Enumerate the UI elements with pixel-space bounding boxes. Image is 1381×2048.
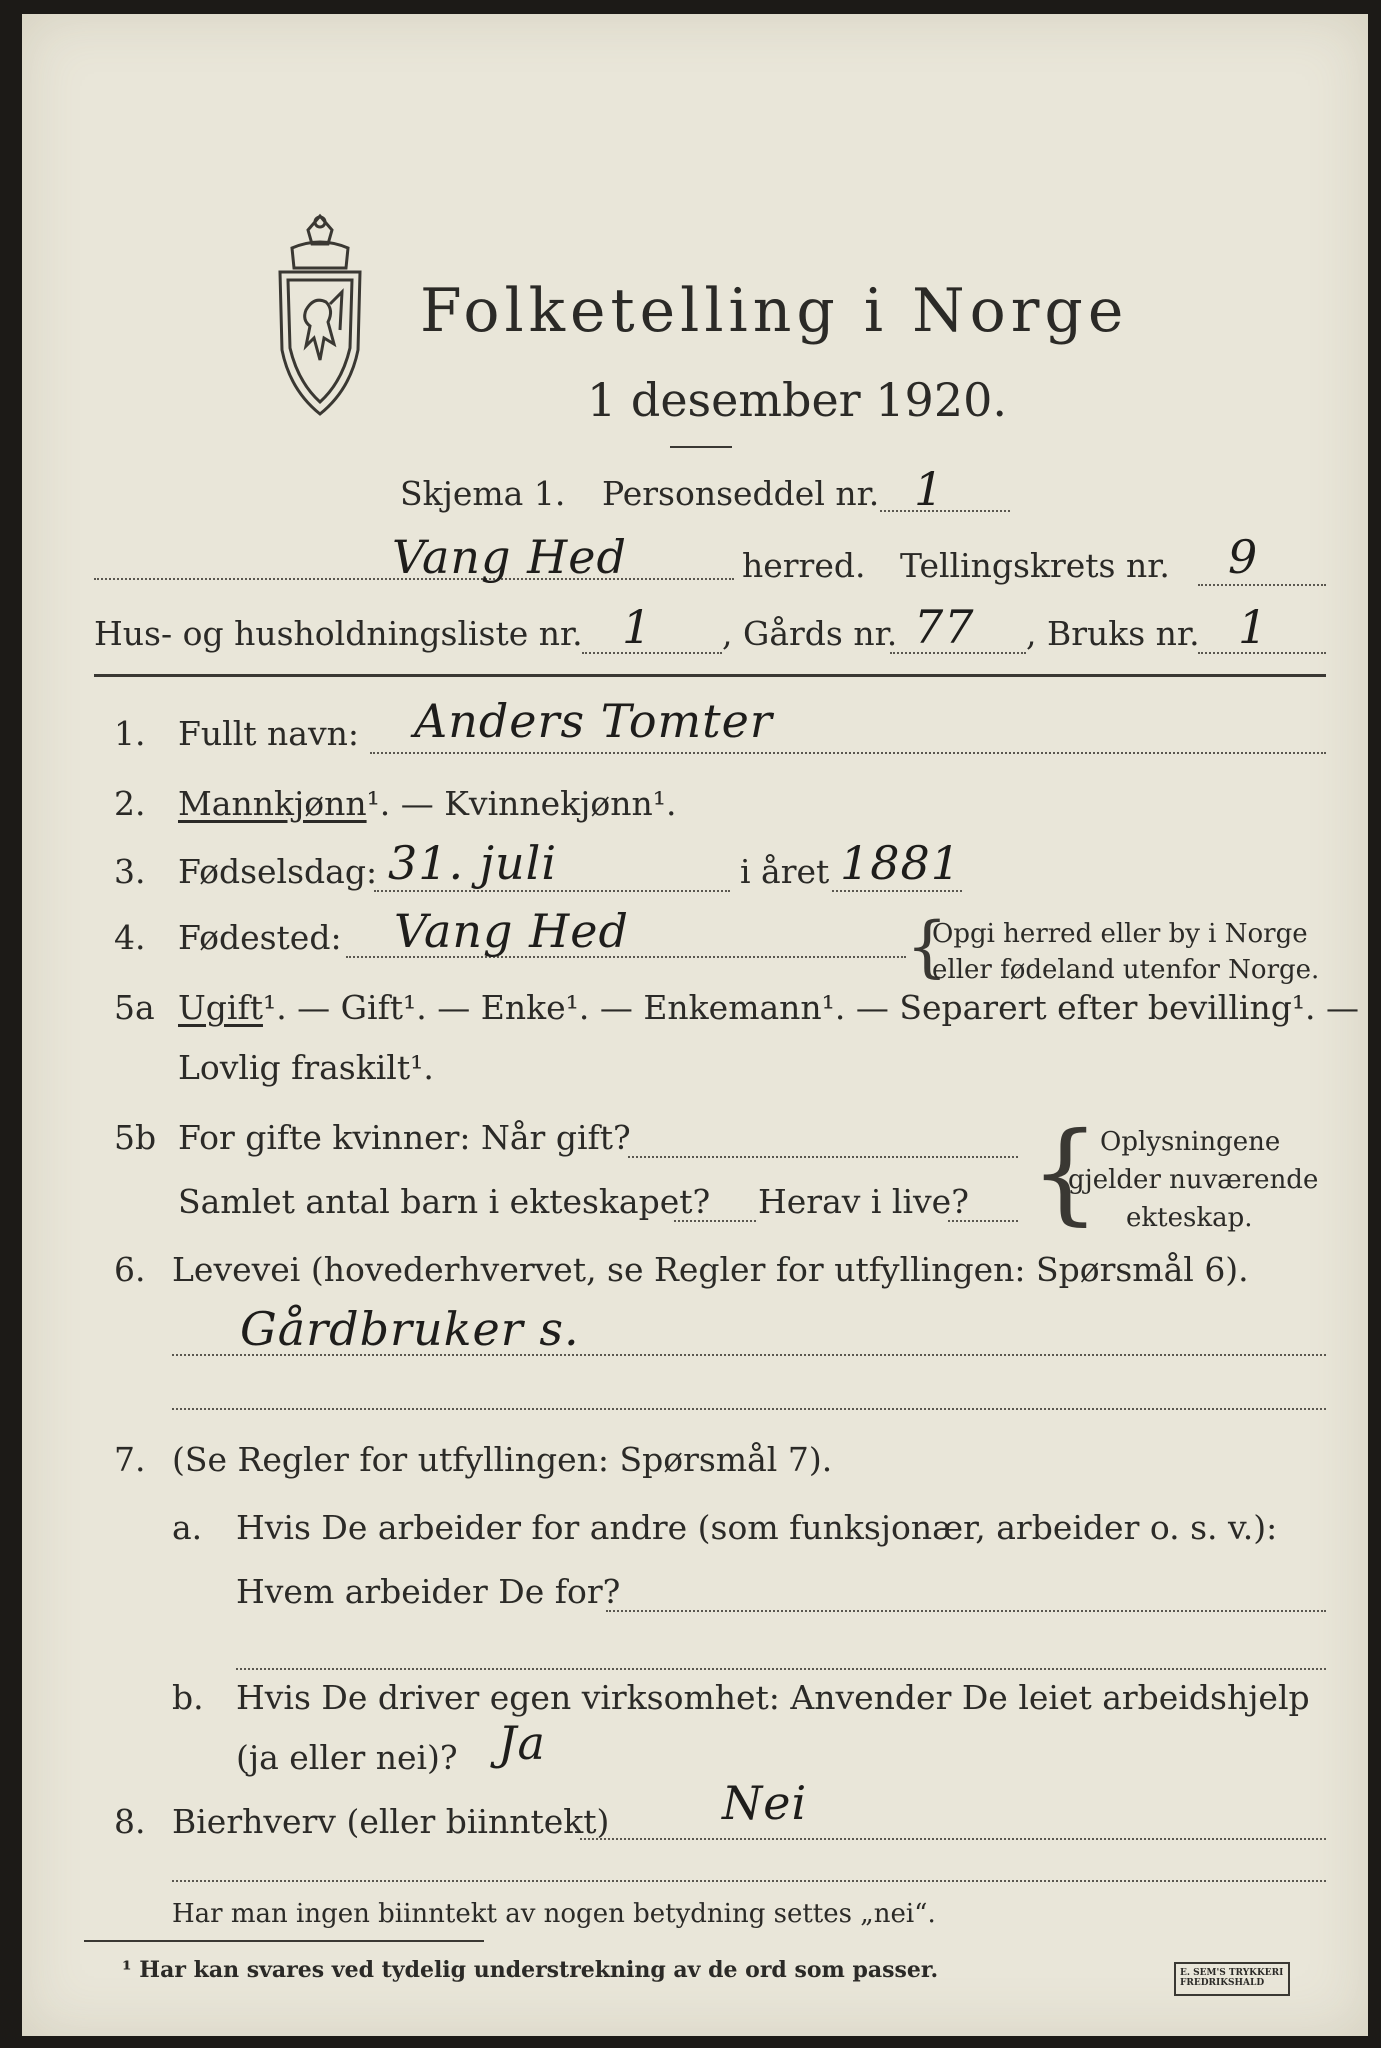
q5b-alive-line [948,1220,1018,1222]
birthday-line [374,890,730,892]
q7b-label: Hvis De driver egen virksomhet: Anvender De leiet arbeidshjelp [236,1678,1310,1717]
form-title: Folketelling i Norge [420,276,1129,346]
q7a-employer-line [606,1610,1326,1612]
q1-line [370,752,1326,754]
q7a-number: a. [172,1508,203,1547]
q6-number: 6. [114,1250,146,1289]
q3-number: 3. [114,852,146,891]
sex-separator: ¹. — [366,784,445,823]
q8-label: Bierhverv (eller biinntekt) [172,1802,610,1841]
hired-help-value: Ja [498,1716,546,1770]
sex-female-option: Kvinnekjønn¹. [444,784,677,823]
personseddel-value: 1 [914,462,945,516]
q5b-alive-label: Herav i live? [758,1182,969,1221]
birthday-value: 31. juli [388,836,558,890]
q5b-note-line1: Oplysningene [1100,1127,1281,1157]
year-label: i året [740,852,830,891]
occupation-value: Gårdbruker s. [240,1302,580,1356]
printer-stamp [1174,1962,1290,1996]
q5a-number: 5a [114,988,155,1027]
herred-label: herred. [742,546,866,585]
header-divider [94,674,1326,677]
footnote: ¹ Har kan svares ved tydelig understrekning av de ord som passer. [122,1957,939,1983]
q2-options [178,784,677,824]
birthplace-value: Vang Hed [394,904,629,958]
q7b-help-label: (ja eller nei)? [236,1738,458,1777]
q7a-employer-line2 [236,1668,1326,1670]
herred-value: Vang Hed [392,530,627,584]
hus-value: 1 [622,600,653,654]
q7a-label: Hvis De arbeider for andre (som funksjonær, arbeider o. s. v.): [236,1508,1278,1547]
q5b-children-label: Samlet antal barn i ekteskapet? [178,1182,711,1221]
q5b-when-married-label: For gifte kvinner: Når gift? [178,1118,631,1157]
q2-number: 2. [114,784,146,823]
q8-line [580,1838,1326,1840]
personseddel-label: Personseddel nr. [602,474,880,513]
census-date: 1 desember 1920. [587,373,1007,427]
bruks-label: , Bruks nr. [1026,614,1200,653]
sex-male-option: Mannkjønn [178,784,367,823]
title-divider [670,446,732,448]
side-income-value: Nei [722,1776,808,1830]
q7a-employer-label: Hvem arbeider De for? [236,1572,621,1611]
q6-line2 [172,1408,1326,1410]
gards-value: 77 [914,600,975,654]
q5b-children-line [674,1220,756,1222]
q3-label: Fødselsdag: [178,852,378,891]
q7-number: 7. [114,1440,146,1479]
q6-label: Levevei (hovederhvervet, se Regler for utfyllingen: Spørsmål 6). [172,1250,1249,1289]
year-line [832,890,962,892]
census-form-sheet [22,14,1368,2036]
marital-unmarried-option: Ugift [178,988,263,1027]
q1-number: 1. [114,714,146,753]
q4-brace: { [906,908,948,985]
q4-note-line1: Opgi herred eller by i Norge [932,919,1308,949]
q5b-when-married-line [628,1156,1018,1158]
tellingskrets-line [1198,584,1326,586]
q5a-line2: Lovlig fraskilt¹. [178,1048,434,1087]
birth-year-value: 1881 [840,836,962,890]
hus-label: Hus- og husholdningsliste nr. [94,614,583,653]
q6-line1 [172,1354,1326,1356]
q4-number: 4. [114,918,146,957]
q4-note-line2: eller fødeland utenfor Norge. [932,955,1320,985]
q5b-note-line3: ekteskap. [1126,1203,1253,1233]
printer-stamp-text: E. SEM'S TRYKKERI FREDRIKSHALD [1180,1968,1284,1988]
marital-other-options: ¹. — Gift¹. — Enke¹. — Enkemann¹. — Separert efter bevilling¹. — [262,988,1360,1027]
bruks-value: 1 [1238,600,1269,654]
tellingskrets-label: Tellingskrets nr. [900,546,1170,585]
q5b-number: 5b [114,1118,157,1157]
gards-label: , Gårds nr. [722,614,898,653]
footnote-divider [84,1940,484,1942]
tellingskrets-value: 9 [1228,530,1259,584]
q5a-options [178,988,1359,1028]
full-name-value: Anders Tomter [414,694,773,748]
q7-label: (Se Regler for utfyllingen: Spørsmål 7). [172,1440,833,1479]
q5b-note-line2: gjelder nuværende [1068,1165,1319,1195]
footer-note: Har man ingen biinntekt av nogen betydning settes „nei“. [172,1899,936,1929]
q7b-number: b. [172,1678,204,1717]
norway-coat-of-arms-icon [270,210,370,420]
personseddel-line [880,510,1010,512]
q5b-brace: { [1030,1108,1100,1236]
q8-number: 8. [114,1802,146,1841]
q4-label: Fødested: [178,918,342,957]
hus-line [582,652,722,654]
q8-line2 [172,1880,1326,1882]
q1-label: Fullt navn: [178,714,359,753]
skjema-label: Skjema 1. [400,474,566,513]
